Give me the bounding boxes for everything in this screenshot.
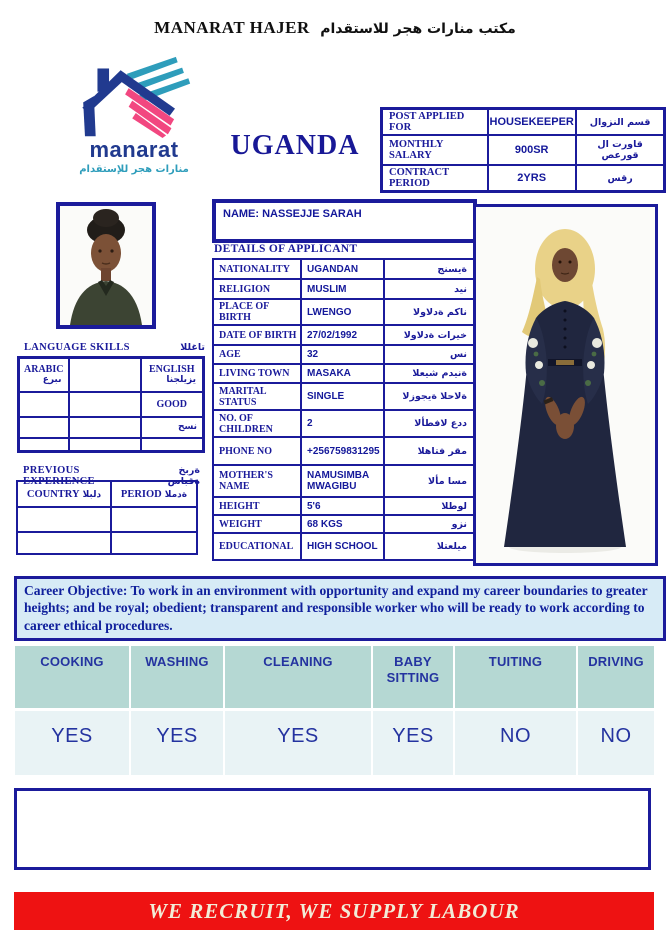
language-level-arabic-cell: نسح (141, 417, 204, 438)
detail-label: RELIGION (213, 279, 301, 299)
detail-arabic: نس (384, 345, 474, 364)
detail-arabic: ةلاحلا ةيجوزلا (384, 383, 474, 410)
post-value: 900SR (488, 135, 576, 165)
detail-label: NO. OF CHILDREN (213, 410, 301, 437)
detail-value: 2 (301, 410, 384, 437)
detail-arabic: لوطلا (384, 497, 474, 515)
language-cell-empty (19, 417, 69, 438)
detail-label: PLACE OF BIRTH (213, 299, 301, 325)
detail-arabic: ميلعتلا (384, 533, 474, 560)
detail-arabic: نيد (384, 279, 474, 299)
language-cell-empty (19, 438, 69, 452)
post-label: CONTRACT PERIOD (382, 165, 488, 192)
empty-notes-box (14, 788, 651, 870)
skills-table (15, 646, 654, 775)
detail-value: 32 (301, 345, 384, 364)
detail-value: HIGH SCHOOL (301, 533, 384, 560)
experience-col-country: COUNTRY دلبلا (17, 481, 111, 507)
detail-arabic: مسا مألا (384, 465, 474, 497)
skill-column: WASHING (131, 646, 223, 708)
detail-label: MOTHER'S NAME (213, 465, 301, 497)
detail-label: HEIGHT (213, 497, 301, 515)
details-table (212, 258, 475, 561)
language-cell-empty (141, 438, 204, 452)
previous-experience-title: PREVIOUS EXPERIENCE (23, 465, 95, 487)
language-cell-empty (69, 358, 141, 392)
logo-house-icon (59, 56, 209, 138)
language-skills-header (17, 342, 207, 353)
details-heading: DETAILS OF APPLICANT (214, 243, 358, 255)
office-name-arabic: مكتب منارات هجر للاستقدام (320, 21, 516, 37)
detail-value: MASAKA (301, 364, 384, 383)
detail-value: 27/02/1992 (301, 325, 384, 345)
experience-cell-empty (111, 532, 197, 554)
applicant-photo-full (473, 204, 658, 566)
office-name-english: MANARAT HAJER (154, 18, 310, 37)
manarat-logo (55, 56, 213, 175)
language-cell-arabic: ARABIC ىبرع (19, 358, 69, 392)
skill-value: NO (455, 711, 576, 775)
experience-col-period: PERIOD ةدملا (111, 481, 197, 507)
detail-arabic: ددع لافطألا (384, 410, 474, 437)
detail-arabic: نزو (384, 515, 474, 533)
language-cell-english: ENGLISH يزيلجنا (141, 358, 204, 392)
detail-label: LIVING TOWN (213, 364, 301, 383)
skill-value: NO (578, 711, 654, 775)
logo-wordmark: manarat (89, 137, 179, 162)
post-value: 2YRS (488, 165, 576, 192)
detail-arabic: ناكم ةدلاولا (384, 299, 474, 325)
detail-value: UGANDAN (301, 259, 384, 279)
skills-header-row (15, 646, 654, 708)
applicant-name-box (212, 199, 477, 243)
detail-value: SINGLE (301, 383, 384, 410)
detail-value: 5'6 (301, 497, 384, 515)
experience-cell-empty (111, 507, 197, 532)
skill-column: TUITING (455, 646, 576, 708)
previous-experience-title-arabic: ةربخ ةقباس (167, 465, 200, 487)
detail-value: 68 KGS (301, 515, 384, 533)
skill-value: YES (15, 711, 129, 775)
language-skills-title: LANGUAGE SKILLS (24, 342, 130, 353)
experience-cell-empty (17, 507, 111, 532)
skill-column: DRIVING (578, 646, 654, 708)
logo-tagline-arabic: منارات هجر للإستقدام (79, 164, 189, 175)
detail-label: MARITAL STATUS (213, 383, 301, 410)
language-cell-empty (69, 417, 141, 438)
post-arabic: قسم النزوال (576, 109, 665, 136)
skill-column: BABY SITTING (373, 646, 453, 708)
detail-arabic: ةيسنج (384, 259, 474, 279)
experience-cell-empty (17, 532, 111, 554)
footer-slogan: WE RECRUIT, WE SUPPLY LABOUR (148, 899, 520, 923)
post-value: HOUSEKEEPER (488, 109, 576, 136)
document-header (0, 18, 670, 38)
post-label: MONTHLY SALARY (382, 135, 488, 165)
detail-label: EDUCATIONAL (213, 533, 301, 560)
footer-banner (14, 892, 654, 930)
skill-value: YES (131, 711, 223, 775)
language-skills-table (17, 356, 205, 453)
language-cell-empty (69, 392, 141, 417)
language-cell-empty (19, 392, 69, 417)
language-skills-title-arabic: تاغللا (180, 342, 205, 353)
career-objective: Career Objective: To work in an environment with opportunity and expand my career boundaries to greater heights; and be royal; obedient; transparent and responsible worker who will be ready to work according to career ethical procedures. (14, 576, 666, 641)
detail-label: WEIGHT (213, 515, 301, 533)
detail-value: NAMUSIMBA MWAGIBU (301, 465, 384, 497)
applicant-photo-illustration (60, 206, 152, 325)
country-title: UGANDA (230, 130, 360, 161)
detail-value: MUSLIM (301, 279, 384, 299)
detail-arabic: ةنيدم شيعلا (384, 364, 474, 383)
skill-value: YES (373, 711, 453, 775)
detail-label: DATE OF BIRTH (213, 325, 301, 345)
applicant-name: NAME: NASSEJJE SARAH (223, 208, 362, 220)
skill-column: COOKING (15, 646, 129, 708)
detail-label: AGE (213, 345, 301, 364)
skill-column: CLEANING (225, 646, 371, 708)
applicant-photo (56, 202, 156, 329)
previous-experience-table (16, 480, 198, 555)
detail-value: LWENGO (301, 299, 384, 325)
detail-label: PHONE NO (213, 437, 301, 465)
language-level-cell: GOOD (141, 392, 204, 417)
post-arabic: رقس (576, 165, 665, 192)
post-arabic: قاورت ال قورعص (576, 135, 665, 165)
post-label: POST APPLIED FOR (382, 109, 488, 136)
skills-value-row (15, 708, 654, 775)
detail-label: NATIONALITY (213, 259, 301, 279)
applicant-full-illustration (476, 207, 655, 563)
detail-value: +256759831295 (301, 437, 384, 465)
detail-arabic: مقر فتاهلا (384, 437, 474, 465)
post-applied-table (380, 107, 666, 193)
language-cell-empty (69, 438, 141, 452)
skill-value: YES (225, 711, 371, 775)
detail-arabic: خيرات ةدلاولا (384, 325, 474, 345)
